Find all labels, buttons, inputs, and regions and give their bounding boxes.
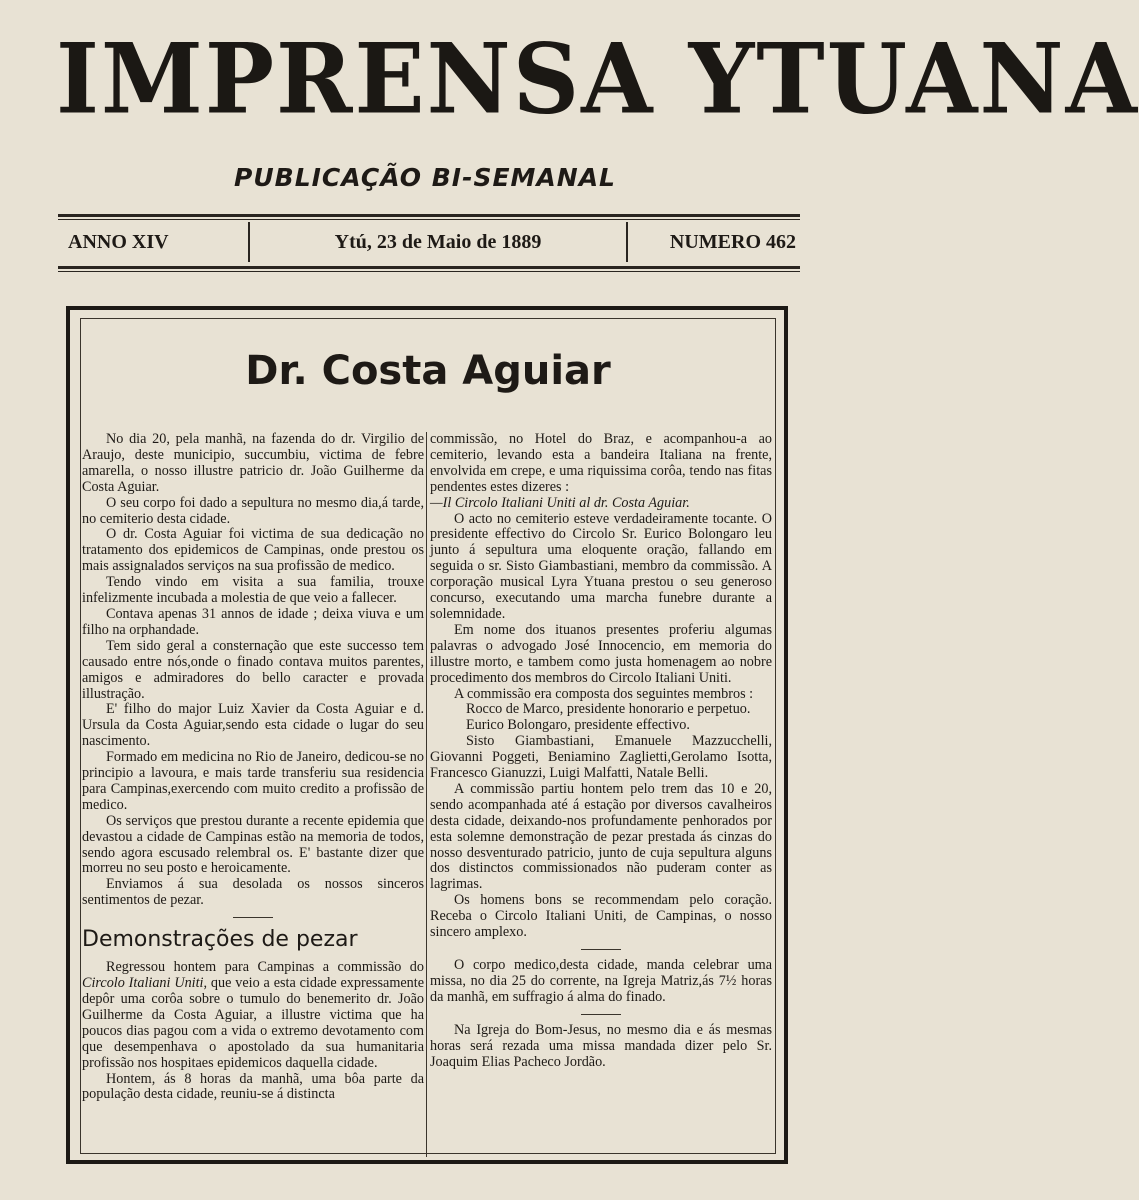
masthead-title: IMPRENSA YTUANA xyxy=(56,22,1139,136)
section-separator xyxy=(581,949,621,950)
paragraph: A commissão partiu hontem pelo trem das 10 e 20, sendo acompanhada até á estação por diversos cavalheiros desta cidade, deixando-nos profundamente penhorados por esta solemne demonstração de pezar prestada ás cinzas do nosso desventurado patricio, junto de cuja sepultura alguns dos distinctos commissionados não puderam conter as lagrimas. xyxy=(430,780,772,893)
text-run: , que veio a esta cidade expressamente depôr uma corôa sobre o tumulo do benemerito dr. João Guilherme da Costa Aguiar, a illustre victima que ha poucos dias pagou com a vida o extremo devotamento com que desempenhava o apostolado da sua humanitaria profissão nos hospitaes epidemicos daquella cidade. xyxy=(82,975,425,1071)
member-line: Rocco de Marco, presidente honorario e perpetuo. xyxy=(466,701,751,718)
paragraph: Contava apenas 31 annos de idade ; deixa viuva e um filho na orphandade. xyxy=(82,605,424,638)
paragraph: Os serviços que prestou durante a recente epidemia que devastou a cidade de Campinas estão na memoria de todos, sendo agora escusado relembral os. E' bastante dizer que morreu no seu posto e heroicamente. xyxy=(82,812,424,877)
paragraph: Na Igreja do Bom-Jesus, no mesmo dia e ás mesmas horas será rezada uma missa mandada dizer pelo Sr. Joaquim Elias Pacheco Jordão. xyxy=(430,1021,772,1070)
member-line: Sisto Giambastiani, Emanuele Mazzucchelli, Giovanni Poggeti, Beniamino Zaglietti,Gerolamo Isotta, Francesco Gianuzzi, Luigi Malfatti, Natale Belli. xyxy=(430,733,772,782)
text-run: Regressou hontem para Campinas a commissão do xyxy=(106,959,424,976)
top-rule xyxy=(58,214,800,217)
issue-place-date: Ytú, 23 de Maio de 1889 xyxy=(248,222,628,262)
article-column-left xyxy=(82,432,424,1157)
paragraph: Em nome dos ituanos presentes proferiu algumas palavras o advogado José Innocencio, em memoria do illustre morto, e tambem como justa homenagem ao nobre procedimento dos membros do Circolo Italiani Uniti. xyxy=(430,621,772,686)
section-separator xyxy=(233,917,273,918)
article-column-right xyxy=(430,432,772,1157)
member-line: Eurico Bolongaro, presidente effectivo. xyxy=(466,717,690,734)
issue-info-bar xyxy=(58,220,800,264)
paragraph: Formado em medicina no Rio de Janeiro, dedicou-se no principio a lavoura, e mais tarde transferiu sua residencia para Campinas,exercendo com muito credito a profissão de medico. xyxy=(82,749,424,813)
column-divider xyxy=(426,432,427,1157)
paragraph-italic: —Il Circolo Italiani Uniti al dr. Costa Aguiar. xyxy=(430,494,690,511)
paragraph: Hontem, ás 8 horas da manhã, uma bôa parte da população desta cidade, reuniu-se á distincta xyxy=(82,1070,424,1103)
paragraph: Enviamos á sua desolada os nossos sinceros sentimentos de pezar. xyxy=(82,876,424,909)
section-separator xyxy=(581,1014,621,1015)
paragraph: Tendo vindo em visita a sua familia, trouxe infelizmente incubada a molestia de que veio a fallecer. xyxy=(82,574,424,607)
paragraph: O dr. Costa Aguiar foi victima de sua dedicação no tratamento dos epidemicos de Campinas, onde prestou os mais assignalados serviços na sua profissão de medico. xyxy=(82,526,424,575)
article-headline: Dr. Costa Aguiar xyxy=(245,348,611,394)
paragraph: O corpo medico,desta cidade, manda celebrar uma missa, no dia 25 do corrente, na Igreja Matriz,ás 7½ horas da manhã, em suffragio á alma do finado. xyxy=(430,957,772,1005)
paragraph: O seu corpo foi dado a sepultura no mesmo dia,á tarde, no cemiterio desta cidade. xyxy=(82,494,424,527)
paragraph: A commissão era composta dos seguintes membros : xyxy=(454,685,754,702)
bottom-rule xyxy=(58,266,800,269)
italic-name: Circolo Italiani Uniti xyxy=(82,975,204,992)
masthead-subtitle: PUBLICAÇÃO BI-SEMANAL xyxy=(234,163,616,192)
paragraph: Tem sido geral a consternação que este successo tem causado entre nós,onde o finado contava muitos parentes, amigos e admiradores do bello caracter e provada illustração. xyxy=(82,637,424,702)
bottom-rule-thin xyxy=(58,271,800,272)
paragraph: Os homens bons se recommendam pelo coração. Receba o Circolo Italiani Uniti, de Campinas, o nosso sincero amplexo. xyxy=(430,892,772,941)
issue-number: NUMERO 462 xyxy=(669,231,796,253)
issue-year: ANNO XIV xyxy=(68,231,169,253)
paragraph: O acto no cemiterio esteve verdadeiramente tocante. O presidente effectivo do Circolo Sr. Eurico Bolongaro leu junto á sepultura uma eloquente oração, fallando em seguida o sr. Sisto Giambastiani, membro da commissão. A corporação musical Lyra Ytuana prestou o seu generoso concurso, executando uma marcha funebre durante a solemnidade. xyxy=(430,510,772,622)
paragraph: E' filho do major Luiz Xavier da Costa Aguiar e d. Ursula da Costa Aguiar,sendo esta cidade o lugar do seu nascimento. xyxy=(82,701,424,750)
paragraph: No dia 20, pela manhã, na fazenda do dr. Virgilio de Araujo, deste municipio, succumbiu, victima de febre amarella, o nosso illustre patricio dr. João Guilherme da Costa Aguiar. xyxy=(82,431,424,495)
paragraph: commissão, no Hotel do Braz, e acompanhou-a ao cemiterio, levando esta a bandeira Italiana na frente, envolvida em crepe, e uma riquissima corôa, tendo nas fitas pendentes estes dizeres : xyxy=(430,431,772,495)
paragraph xyxy=(82,960,424,1071)
section-subhead: Demonstrações de pezar xyxy=(82,927,358,953)
